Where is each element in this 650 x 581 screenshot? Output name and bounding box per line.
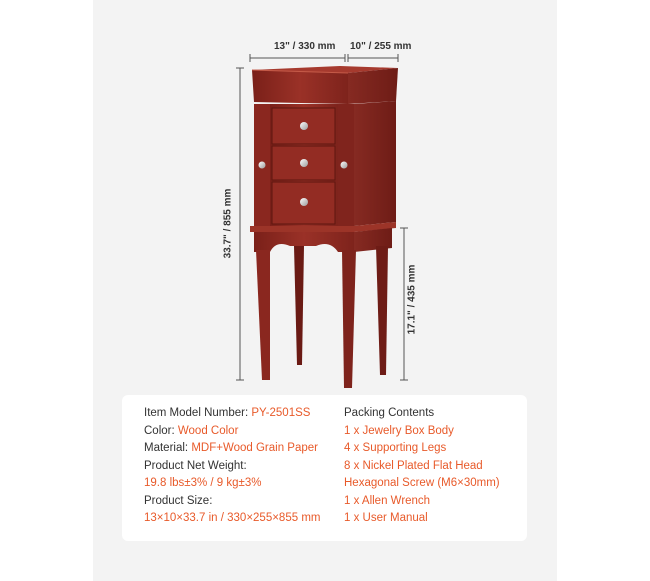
packing-title: Packing Contents xyxy=(344,407,435,419)
lid-side xyxy=(348,68,398,104)
packing-item: 4 x Supporting Legs xyxy=(344,442,447,454)
width-dimension-label: 13" / 330 mm xyxy=(274,41,336,52)
legs xyxy=(256,246,388,388)
weight-value: 19.8 lbs±3% / 9 kg±3% xyxy=(144,477,262,489)
height-dimension-label: 33.7" / 855 mm xyxy=(222,188,234,259)
model-value: PY-2501SS xyxy=(251,407,311,419)
lid-front xyxy=(252,70,348,104)
weight-label: Product Net Weight: xyxy=(144,459,247,472)
packing-item: 1 x Allen Wrench xyxy=(344,494,431,507)
size-value-row xyxy=(144,510,344,528)
leg-height-dimension-label: 17.1" / 435 mm xyxy=(406,264,418,335)
weight-value-row xyxy=(144,475,344,493)
specs-card xyxy=(122,395,527,541)
color-label: Color: xyxy=(144,424,175,437)
stand-apron xyxy=(254,232,354,252)
weight-label-row xyxy=(144,458,344,476)
size-value: 13×10×33.7 in / 330×255×855 mm xyxy=(144,512,321,524)
model-label: Item Model Number: xyxy=(144,407,249,419)
packing-item: 1 x Jewelry Box Body xyxy=(344,424,454,437)
specs-column xyxy=(144,405,344,528)
packing-item: Hexagonal Screw (M6×30mm) xyxy=(344,477,500,489)
body-side xyxy=(354,101,396,226)
material-label: Material: xyxy=(144,442,189,454)
depth-dimension-label: 10" / 255 mm xyxy=(350,41,412,52)
packing-column xyxy=(344,405,524,528)
color-value: Wood Color xyxy=(177,424,239,437)
material-row xyxy=(144,440,344,458)
size-label: Product Size: xyxy=(144,494,213,507)
model-row xyxy=(144,405,344,423)
packing-item: 1 x User Manual xyxy=(344,512,428,524)
color-row xyxy=(144,423,344,441)
packing-item: 8 x Nickel Plated Flat Head xyxy=(344,459,483,472)
size-label-row xyxy=(144,493,344,511)
material-value: MDF+Wood Grain Paper xyxy=(191,442,318,454)
